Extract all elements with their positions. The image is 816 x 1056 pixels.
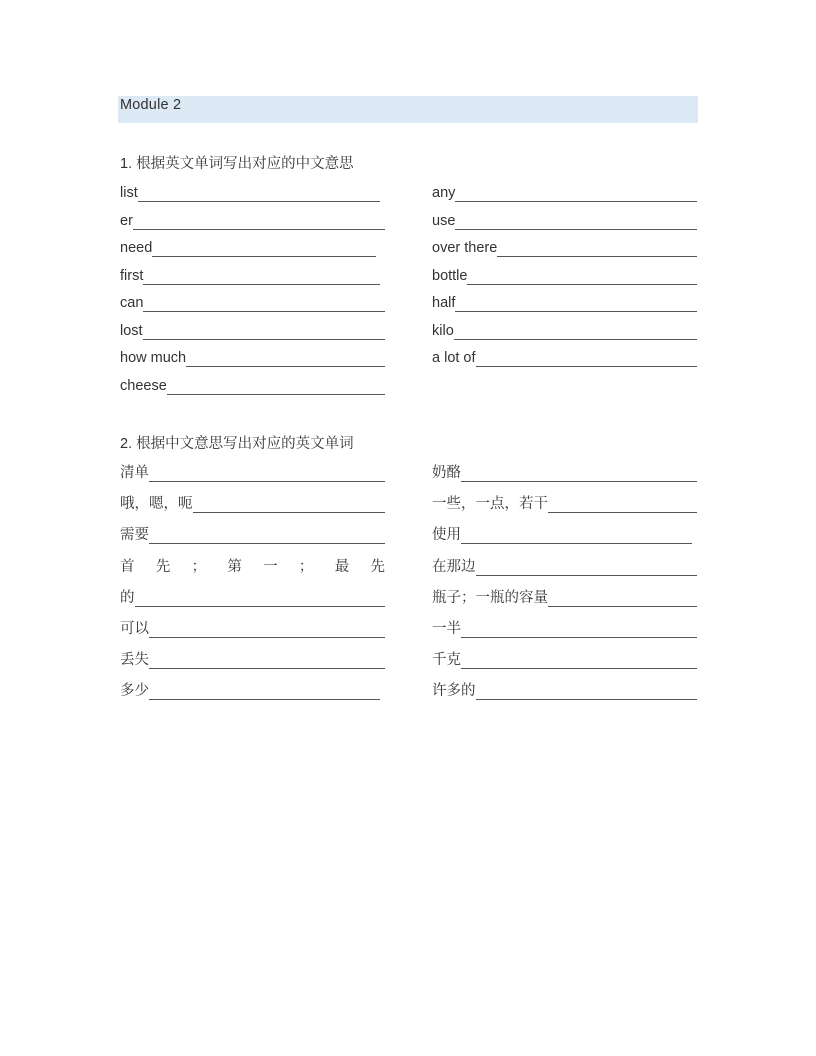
answer-line[interactable]: [461, 467, 697, 482]
word-label: use: [432, 213, 456, 229]
answer-line[interactable]: [149, 685, 380, 700]
blank-row[interactable]: [432, 556, 697, 576]
word-label: 多少: [120, 683, 149, 699]
blank-row[interactable]: [120, 493, 385, 513]
word-label: cheese: [120, 378, 167, 394]
blank-row[interactable]: [120, 182, 380, 202]
blank-row[interactable]: [432, 649, 697, 669]
word-label: first: [120, 268, 144, 284]
answer-line[interactable]: [149, 529, 385, 544]
blank-row[interactable]: [432, 320, 697, 340]
word-label: 奶酪: [432, 465, 461, 481]
answer-line[interactable]: [461, 529, 692, 544]
answer-line[interactable]: [461, 654, 697, 669]
answer-line[interactable]: [149, 623, 385, 638]
blank-row[interactable]: [120, 347, 385, 367]
answer-line[interactable]: [193, 498, 386, 513]
answer-line[interactable]: [476, 352, 697, 367]
module-header: [118, 96, 698, 123]
blank-row[interactable]: [120, 462, 385, 482]
word-label: 哦，嗯，呃: [120, 496, 193, 512]
answer-line[interactable]: [186, 352, 385, 367]
answer-line[interactable]: [133, 215, 385, 230]
module-title: Module 2: [120, 97, 182, 113]
word-label: over there: [432, 240, 498, 256]
answer-line[interactable]: [455, 215, 697, 230]
answer-line[interactable]: [143, 325, 385, 340]
blank-row[interactable]: [120, 680, 380, 700]
answer-line[interactable]: [497, 242, 697, 257]
spaced-word-row: [120, 556, 385, 576]
answer-line[interactable]: [476, 561, 698, 576]
blank-row[interactable]: [120, 320, 385, 340]
word-label: how much: [120, 350, 187, 366]
answer-line[interactable]: [461, 623, 697, 638]
blank-row[interactable]: [432, 292, 697, 312]
word-label: 的: [120, 590, 135, 606]
word-label: 一些，一点，若干: [432, 496, 548, 512]
word-label: need: [120, 240, 153, 256]
answer-line[interactable]: [548, 592, 697, 607]
blank-row[interactable]: [432, 265, 697, 285]
answer-line[interactable]: [167, 380, 385, 395]
blank-row[interactable]: [432, 524, 692, 544]
word-label: 丢失: [120, 652, 149, 668]
blank-row[interactable]: [120, 265, 380, 285]
blank-row[interactable]: [432, 210, 697, 230]
word-label: kilo: [432, 323, 454, 339]
answer-line[interactable]: [548, 498, 697, 513]
blank-row[interactable]: [120, 210, 385, 230]
word-label: 一半: [432, 621, 461, 637]
word-label: 清单: [120, 465, 149, 481]
blank-row[interactable]: [432, 680, 697, 700]
word-label: er: [120, 213, 133, 229]
word-label: 首 先 ； 第 一 ； 最 先: [120, 559, 385, 575]
word-label: any: [432, 185, 456, 201]
word-label: 可以: [120, 621, 149, 637]
blank-row[interactable]: [120, 375, 385, 395]
word-label: 许多的: [432, 683, 476, 699]
word-label: can: [120, 295, 144, 311]
section-1-title: 1. 根据英文单词写出对应的中文意思: [120, 156, 354, 172]
answer-line[interactable]: [454, 325, 697, 340]
blank-row[interactable]: [432, 618, 697, 638]
answer-line[interactable]: [467, 270, 697, 285]
blank-row[interactable]: [120, 587, 385, 607]
blank-row[interactable]: [120, 237, 376, 257]
word-label: list: [120, 185, 138, 201]
blank-row[interactable]: [432, 462, 697, 482]
answer-line[interactable]: [149, 654, 385, 669]
answer-line[interactable]: [143, 297, 385, 312]
word-label: 瓶子；一瓶的容量: [432, 590, 548, 606]
answer-line[interactable]: [138, 187, 380, 202]
blank-row[interactable]: [120, 292, 385, 312]
answer-line[interactable]: [455, 297, 697, 312]
answer-line[interactable]: [152, 242, 376, 257]
section-2-title: 2. 根据中文意思写出对应的英文单词: [120, 436, 354, 452]
answer-line[interactable]: [149, 467, 385, 482]
answer-line[interactable]: [135, 592, 386, 607]
blank-row[interactable]: [432, 237, 697, 257]
blank-row[interactable]: [432, 493, 697, 513]
answer-line[interactable]: [455, 187, 697, 202]
blank-row[interactable]: [120, 649, 385, 669]
word-label: 使用: [432, 527, 461, 543]
word-label: 在那边: [432, 559, 476, 575]
word-label: a lot of: [432, 350, 476, 366]
word-label: 需要: [120, 527, 149, 543]
answer-line[interactable]: [476, 685, 698, 700]
blank-row[interactable]: [432, 587, 697, 607]
word-label: 千克: [432, 652, 461, 668]
blank-row[interactable]: [432, 182, 697, 202]
word-label: lost: [120, 323, 143, 339]
word-label: bottle: [432, 268, 468, 284]
answer-line[interactable]: [143, 270, 380, 285]
word-label: half: [432, 295, 456, 311]
blank-row[interactable]: [120, 524, 385, 544]
blank-row[interactable]: [432, 347, 697, 367]
blank-row[interactable]: [120, 618, 385, 638]
